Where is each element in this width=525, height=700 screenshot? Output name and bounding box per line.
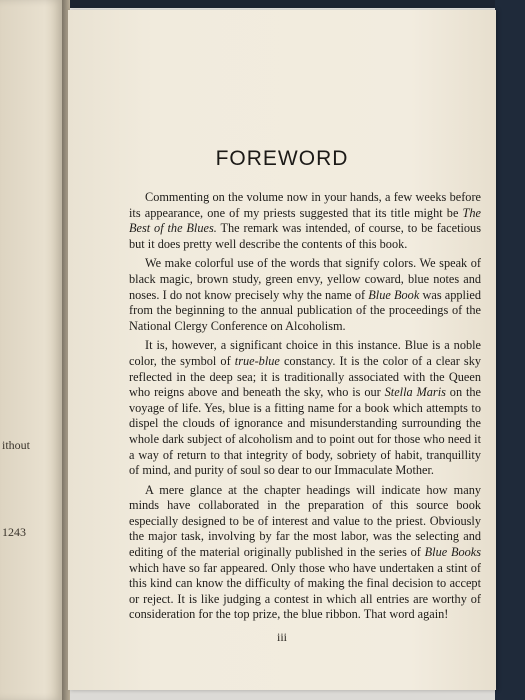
text-run: A mere glance at the chapter headings will indicate how many minds have collaborated in the preparation of this source book especially designed to be of interest and value to the priest. Obviously the major task, involving by far the most labor, was the selecting and editing of the material originally published in the series of [129, 482, 481, 560]
page-number: iii [276, 630, 287, 644]
italic-phrase: Stella Maris [384, 385, 446, 400]
text-run: which have so far appeared. Only those who have undertaken a stint of this kind can know the difficulty of making the final decision to accept or reject. It is like judging a contest in which all entries are worthy of consideration for the top prize, the blue ribbon. That word again! [129, 560, 481, 622]
text-run: was applied from the beginning to the annual publication of the proceedings of the National Clergy Conference on Alcoholism. [129, 287, 481, 333]
right-page [68, 10, 496, 690]
text-run: It is, however, a significant choice in this instance. Blue is a noble color, the symbol of [129, 338, 481, 368]
paragraph [129, 256, 481, 334]
italic-phrase: true-blue [234, 353, 280, 368]
paragraph [129, 483, 481, 623]
page-heading: FOREWORD [215, 147, 349, 170]
left-page-fragment: 1243 [2, 525, 26, 539]
paragraph [129, 338, 481, 478]
text-run: constancy. It is the color of a clear sky reflected in the deep sea; it is traditionally associated with the Queen who reigns above and beneath the sky, who is our [129, 353, 481, 400]
book-cover-top [60, 0, 525, 8]
foreword-body [129, 190, 481, 627]
left-page-fragment: ithout [2, 438, 31, 452]
text-run: Commenting on the volume now in your hands, a few weeks before its appearance, one of my priests suggested that its title might be [129, 190, 481, 220]
left-page [0, 0, 64, 700]
text-run: We make colorful use of the words that signify colors. We speak of black magic, brown study, green envy, yellow coward, blue notes and noses. I do not know precisely why the name of [129, 256, 481, 302]
book-cover-edge [495, 0, 525, 700]
italic-phrase: Blue Book [368, 287, 420, 302]
text-run: on the voyage of life. Yes, blue is a fitting name for a book which attempts to dispel the clouds of ignorance and misunderstanding surrounding the whole dark subject of alcoholism and to point out for those who need it a way of return to that integrity of body, sobriety of habit, tranquillity of mind, and purity of soul so dear to our Immaculate Mother. [129, 385, 482, 478]
text-run: The remark was intended, of course, to be facetious but it does pretty well describe the contents of this book. [129, 221, 481, 251]
italic-phrase: The Best of the Blues. [129, 205, 481, 236]
italic-phrase: Blue Books [424, 545, 481, 560]
paragraph [129, 190, 481, 252]
